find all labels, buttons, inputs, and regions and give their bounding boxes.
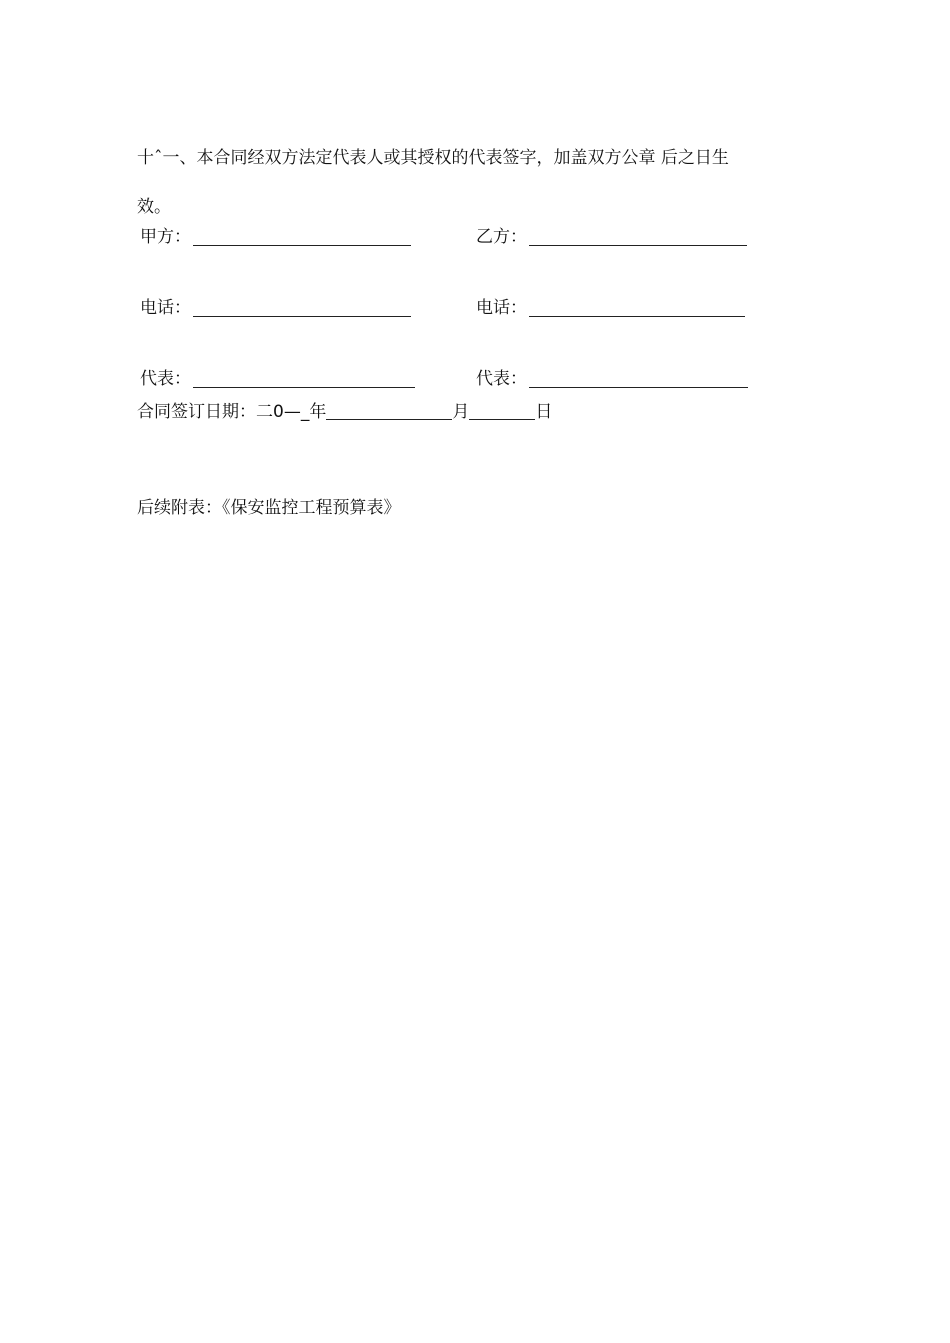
party-a-signature-row xyxy=(140,224,411,248)
signing-date-day-label: 日 xyxy=(535,402,553,422)
signing-date-day-blank[interactable] xyxy=(469,401,535,420)
party-b-rep-row xyxy=(476,366,748,390)
signing-date-month-blank[interactable] xyxy=(326,401,452,420)
clause-text-line-1: 十ˆ一、本合同经双方法定代表人或其授权的代表签字，加盖双方公章 后之日生 xyxy=(137,148,729,168)
annex-reference: 后续附表：《保安监控工程预算表》 xyxy=(137,498,401,518)
party-b-label: 乙方： xyxy=(476,227,527,247)
signing-date-row xyxy=(137,401,552,423)
party-a-rep-blank[interactable] xyxy=(193,369,415,388)
party-a-label: 甲方： xyxy=(140,227,191,247)
party-a-phone-row xyxy=(140,295,411,319)
party-b-phone-row xyxy=(476,295,745,319)
party-b-signature-blank[interactable] xyxy=(529,227,747,246)
party-b-phone-label: 电话： xyxy=(476,298,527,318)
party-a-signature-blank[interactable] xyxy=(193,227,411,246)
party-b-rep-label: 代表： xyxy=(476,369,527,389)
party-b-signature-row xyxy=(476,224,747,248)
party-a-phone-blank[interactable] xyxy=(193,298,411,317)
party-b-rep-blank[interactable] xyxy=(529,369,748,388)
party-a-rep-label: 代表： xyxy=(140,369,191,389)
party-a-rep-row xyxy=(140,366,415,390)
signing-date-month-label: 月 xyxy=(452,402,470,422)
party-a-phone-label: 电话： xyxy=(140,298,191,318)
signing-date-label: 合同签订日期：二0—_年 xyxy=(137,402,327,422)
party-b-phone-blank[interactable] xyxy=(529,298,745,317)
clause-text-line-2: 效。 xyxy=(137,197,171,217)
